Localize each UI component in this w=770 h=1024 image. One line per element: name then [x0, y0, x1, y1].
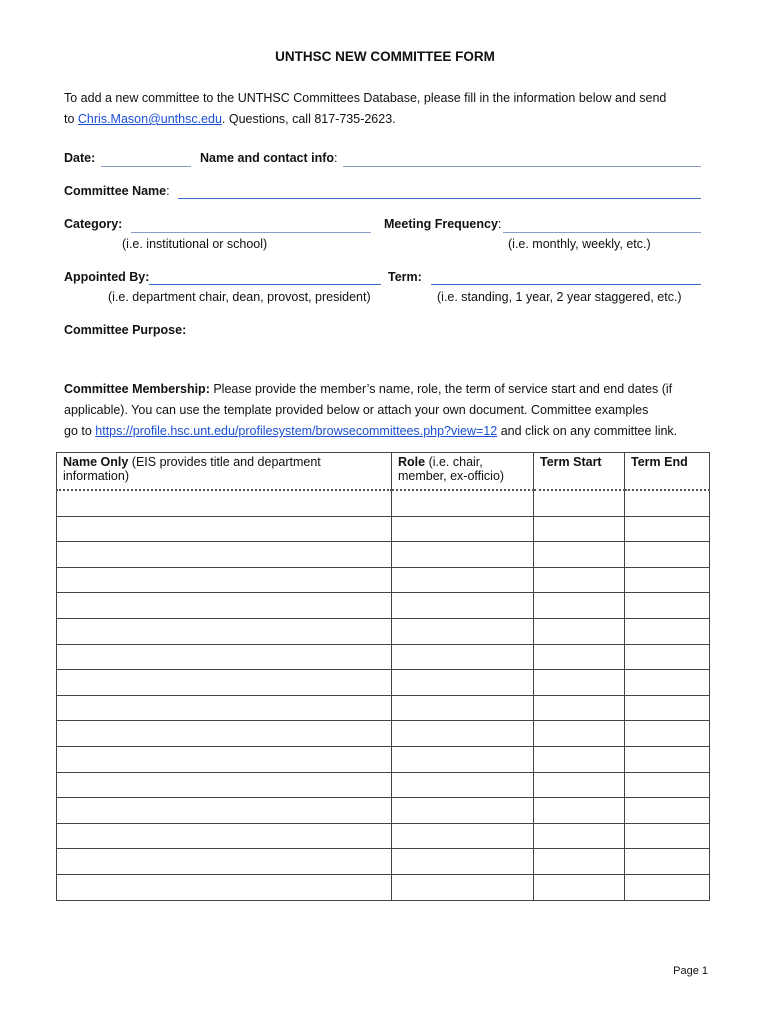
term-start-cell[interactable]	[534, 618, 625, 644]
role-cell[interactable]	[392, 849, 534, 875]
term-start-cell[interactable]	[534, 644, 625, 670]
term-end-cell[interactable]	[625, 567, 710, 593]
header-name	[57, 453, 392, 491]
role-cell[interactable]	[392, 695, 534, 721]
term-end-cell[interactable]	[625, 798, 710, 824]
table-header-row	[57, 453, 710, 491]
name-cell[interactable]	[57, 746, 392, 772]
term-end-cell[interactable]	[625, 670, 710, 696]
table-row	[57, 772, 710, 798]
name-contact-label-text: Name and contact info	[200, 151, 335, 165]
term-start-cell[interactable]	[534, 849, 625, 875]
table-row	[57, 593, 710, 619]
category-field[interactable]	[131, 232, 371, 233]
role-cell[interactable]	[392, 490, 534, 516]
membership-go-to: go to	[64, 424, 96, 438]
name-contact-field[interactable]	[343, 166, 701, 167]
header-role-rest: (i.e. chair, member, ex-officio)	[398, 455, 505, 483]
appointed-by-field[interactable]	[149, 284, 381, 285]
name-cell[interactable]	[57, 823, 392, 849]
committee-name-colon: :	[166, 184, 170, 198]
contact-email-link[interactable]: Chris.Mason@unthsc.edu	[77, 112, 222, 126]
term-start-cell[interactable]	[534, 823, 625, 849]
term-end-cell[interactable]	[625, 542, 710, 568]
term-end-cell[interactable]	[625, 695, 710, 721]
table-row	[57, 567, 710, 593]
term-label: Term:	[388, 270, 422, 284]
name-cell[interactable]	[57, 874, 392, 900]
appointed-by-label: Appointed By:	[64, 270, 150, 284]
header-role-bold: Role	[398, 455, 426, 469]
role-cell[interactable]	[392, 593, 534, 619]
term-end-cell[interactable]	[625, 849, 710, 875]
term-end-cell[interactable]	[625, 516, 710, 542]
table-row	[57, 695, 710, 721]
role-cell[interactable]	[392, 618, 534, 644]
meeting-frequency-colon: :	[497, 217, 502, 231]
name-cell[interactable]	[57, 618, 392, 644]
name-contact-label	[200, 148, 338, 169]
table-row	[57, 721, 710, 747]
name-contact-colon: :	[334, 151, 338, 165]
name-cell[interactable]	[57, 721, 392, 747]
term-hint: (i.e. standing, 1 year, 2 year staggered, etc.)	[437, 290, 682, 304]
membership-line-3	[64, 421, 677, 442]
role-cell[interactable]	[392, 874, 534, 900]
role-cell[interactable]	[392, 516, 534, 542]
term-end-cell[interactable]	[625, 874, 710, 900]
term-start-cell[interactable]	[534, 772, 625, 798]
membership-line-1	[64, 379, 672, 400]
term-start-cell[interactable]	[534, 670, 625, 696]
membership-line-2: applicable). You can use the template provided below or attach your own document. Committee examples	[64, 403, 649, 417]
term-end-cell[interactable]	[625, 721, 710, 747]
committee-name-field[interactable]	[178, 198, 701, 199]
table-row	[57, 849, 710, 875]
page-number: Page 1	[673, 965, 708, 977]
role-cell[interactable]	[392, 542, 534, 568]
term-start-cell[interactable]	[534, 874, 625, 900]
term-end-cell[interactable]	[625, 490, 710, 516]
name-cell[interactable]	[57, 849, 392, 875]
intro-to-prefix: to	[64, 112, 78, 126]
name-cell[interactable]	[57, 670, 392, 696]
table-row	[57, 874, 710, 900]
header-name-rest: (EIS provides title and department information)	[63, 455, 321, 483]
date-label: Date:	[64, 151, 96, 165]
role-cell[interactable]	[392, 772, 534, 798]
name-cell[interactable]	[57, 695, 392, 721]
role-cell[interactable]	[392, 644, 534, 670]
term-start-cell[interactable]	[534, 695, 625, 721]
term-end-cell[interactable]	[625, 618, 710, 644]
category-label: Category:	[64, 217, 123, 231]
term-field[interactable]	[431, 284, 701, 285]
name-cell[interactable]	[57, 516, 392, 542]
term-end-cell[interactable]	[625, 772, 710, 798]
date-field[interactable]	[101, 166, 191, 167]
name-cell[interactable]	[57, 542, 392, 568]
role-cell[interactable]	[392, 567, 534, 593]
name-cell[interactable]	[57, 567, 392, 593]
committee-purpose-label: Committee Purpose:	[64, 323, 187, 337]
meeting-frequency-hint: (i.e. monthly, weekly, etc.)	[508, 237, 651, 251]
term-start-cell[interactable]	[534, 490, 625, 516]
table-row	[57, 618, 710, 644]
role-cell[interactable]	[392, 746, 534, 772]
table-row	[57, 823, 710, 849]
browse-committees-link[interactable]: https://profile.hsc.unt.edu/profilesystem/browsecommittees.php?view=12	[95, 424, 498, 438]
header-name-bold: Name Only	[63, 455, 129, 469]
intro-line-1: To add a new committee to the UNTHSC Committees Database, please fill in the information below and send	[64, 91, 667, 105]
name-cell[interactable]	[57, 593, 392, 619]
meeting-frequency-label	[384, 214, 501, 235]
term-end-cell[interactable]	[625, 644, 710, 670]
term-start-cell[interactable]	[534, 516, 625, 542]
term-end-cell[interactable]	[625, 746, 710, 772]
term-start-cell[interactable]	[534, 798, 625, 824]
header-term-end: Term End	[625, 453, 710, 491]
role-cell[interactable]	[392, 670, 534, 696]
membership-after-url: and click on any committee link.	[497, 424, 678, 438]
table-row	[57, 746, 710, 772]
committee-name-label-text: Committee Name	[64, 184, 167, 198]
meeting-frequency-field[interactable]	[503, 232, 701, 233]
term-end-cell[interactable]	[625, 823, 710, 849]
table-row	[57, 670, 710, 696]
name-cell[interactable]	[57, 490, 392, 516]
membership-label: Committee Membership:	[64, 382, 210, 396]
term-start-cell[interactable]	[534, 567, 625, 593]
membership-text-1: Please provide the member’s name, role, the term of service start and end dates (if	[209, 382, 673, 396]
term-start-cell[interactable]	[534, 593, 625, 619]
role-cell[interactable]	[392, 721, 534, 747]
intro-after-email: . Questions, call 817-735-2623.	[221, 112, 396, 126]
committee-name-label	[64, 181, 170, 202]
category-hint: (i.e. institutional or school)	[122, 237, 268, 251]
name-cell[interactable]	[57, 798, 392, 824]
appointed-by-hint: (i.e. department chair, dean, provost, president)	[108, 290, 371, 304]
role-cell[interactable]	[392, 823, 534, 849]
term-start-cell[interactable]	[534, 746, 625, 772]
header-term-start: Term Start	[534, 453, 625, 491]
table-row	[57, 490, 710, 516]
table-row	[57, 516, 710, 542]
table-row	[57, 798, 710, 824]
meeting-frequency-label-text: Meeting Frequency	[384, 217, 498, 231]
table-row	[57, 644, 710, 670]
form-title: UNTHSC NEW COMMITTEE FORM	[275, 49, 495, 64]
table-row	[57, 542, 710, 568]
table-body	[57, 490, 710, 900]
members-table	[56, 452, 710, 901]
header-role	[392, 453, 534, 491]
term-start-cell[interactable]	[534, 721, 625, 747]
name-cell[interactable]	[57, 772, 392, 798]
term-start-cell[interactable]	[534, 542, 625, 568]
term-end-cell[interactable]	[625, 593, 710, 619]
name-cell[interactable]	[57, 644, 392, 670]
role-cell[interactable]	[392, 798, 534, 824]
intro-line-2	[64, 109, 396, 130]
